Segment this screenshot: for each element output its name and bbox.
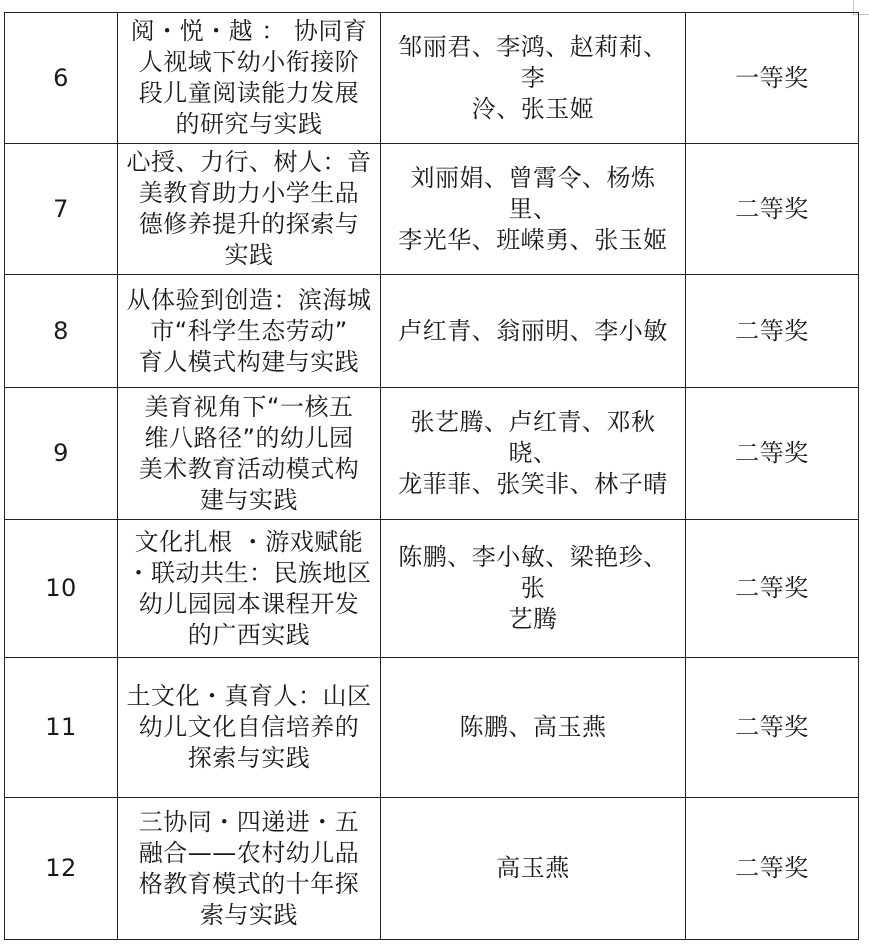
author-line: 高玉燕 [496, 854, 570, 882]
title-line: 融合——农村幼儿品 [138, 838, 360, 867]
table-row [5, 388, 859, 520]
author-line: 龙菲菲、张笑非、林子晴 [398, 470, 668, 498]
author-line: 刘丽娟、曾霄令、杨炼里、 [410, 163, 656, 223]
title-line: 的广西实践 [187, 620, 311, 649]
title-line: 段儿童阅读能力发展 [138, 79, 360, 107]
project-title [118, 13, 381, 144]
project-authors [381, 388, 686, 520]
table-row [5, 520, 859, 658]
awards-table [4, 12, 859, 940]
project-authors [381, 658, 686, 798]
row-number: 12 [5, 798, 118, 940]
title-line: 人视域下幼小衔接阶 [138, 48, 360, 76]
table-row [5, 658, 859, 798]
project-title [118, 275, 381, 388]
title-line: 从体验到创造：滨海城 [126, 285, 372, 314]
author-line: 艺腾 [508, 605, 558, 633]
author-line: 卢红青、翁丽明、李小敏 [398, 316, 668, 345]
title-line: 实践 [224, 241, 274, 269]
award-level: 二等奖 [686, 275, 859, 388]
author-line: 邹丽君、李鸿、赵莉莉、李 [398, 32, 668, 92]
title-line: 德修养提升的探索与 [138, 210, 360, 238]
title-line: 心授、力行、树人：音 [126, 148, 372, 176]
row-number: 8 [5, 275, 118, 388]
title-line: 美育视角下“一核五 [144, 392, 354, 421]
title-line: 的研究与实践 [175, 110, 323, 138]
title-line: 市“科学生态劳动” [150, 316, 348, 345]
project-title [118, 144, 381, 275]
title-line: 三协同・四递进・五 [138, 807, 360, 836]
award-level: 二等奖 [686, 798, 859, 940]
title-line: 格教育模式的十年探 [138, 869, 360, 898]
award-level: 二等奖 [686, 144, 859, 275]
title-line: 建与实践 [200, 485, 298, 514]
title-line: 索与实践 [200, 900, 298, 929]
author-line: 泠、张玉姬 [471, 94, 595, 123]
row-number: 9 [5, 388, 118, 520]
title-line: 阅・悦・越 ： 协同育 [130, 17, 368, 45]
project-authors [381, 275, 686, 388]
table-row [5, 144, 859, 275]
project-authors [381, 13, 686, 144]
author-line: 陈鹏、高玉燕 [459, 713, 607, 741]
title-line: 幼儿文化自信培养的 [138, 713, 360, 741]
title-line: 探索与实践 [187, 744, 311, 772]
awards-table-body [5, 13, 859, 940]
project-authors [381, 144, 686, 275]
title-line: 美教育助力小学生品 [138, 179, 360, 207]
title-line: 文化扎根 ・游戏赋能 [134, 527, 364, 556]
award-level: 二等奖 [686, 520, 859, 658]
table-row [5, 275, 859, 388]
author-line: 陈鹏、李小敏、梁艳珍、张 [398, 543, 668, 602]
row-number: 10 [5, 520, 118, 658]
award-level: 二等奖 [686, 658, 859, 798]
row-number: 7 [5, 144, 118, 275]
title-line: 维八路径”的幼儿园 [144, 423, 354, 452]
project-title [118, 388, 381, 520]
title-line: ・联动共生：民族地区 [126, 558, 372, 587]
table-row [5, 13, 859, 144]
author-line: 李光华、班嵘勇、张玉姬 [398, 225, 668, 254]
project-authors [381, 798, 686, 940]
title-line: 土文化・真育人：山区 [126, 682, 372, 710]
row-number: 6 [5, 13, 118, 144]
project-authors [381, 520, 686, 658]
table-row [5, 798, 859, 940]
project-title [118, 520, 381, 658]
title-line: 幼儿园园本课程开发 [138, 589, 360, 618]
project-title [118, 798, 381, 940]
author-line: 张艺腾、卢红青、邓秋晓、 [410, 408, 656, 467]
project-title [118, 658, 381, 798]
title-line: 美术教育活动模式构 [138, 454, 360, 483]
title-line: 育人模式构建与实践 [138, 347, 360, 376]
award-level: 二等奖 [686, 388, 859, 520]
award-level: 一等奖 [686, 13, 859, 144]
row-number: 11 [5, 658, 118, 798]
